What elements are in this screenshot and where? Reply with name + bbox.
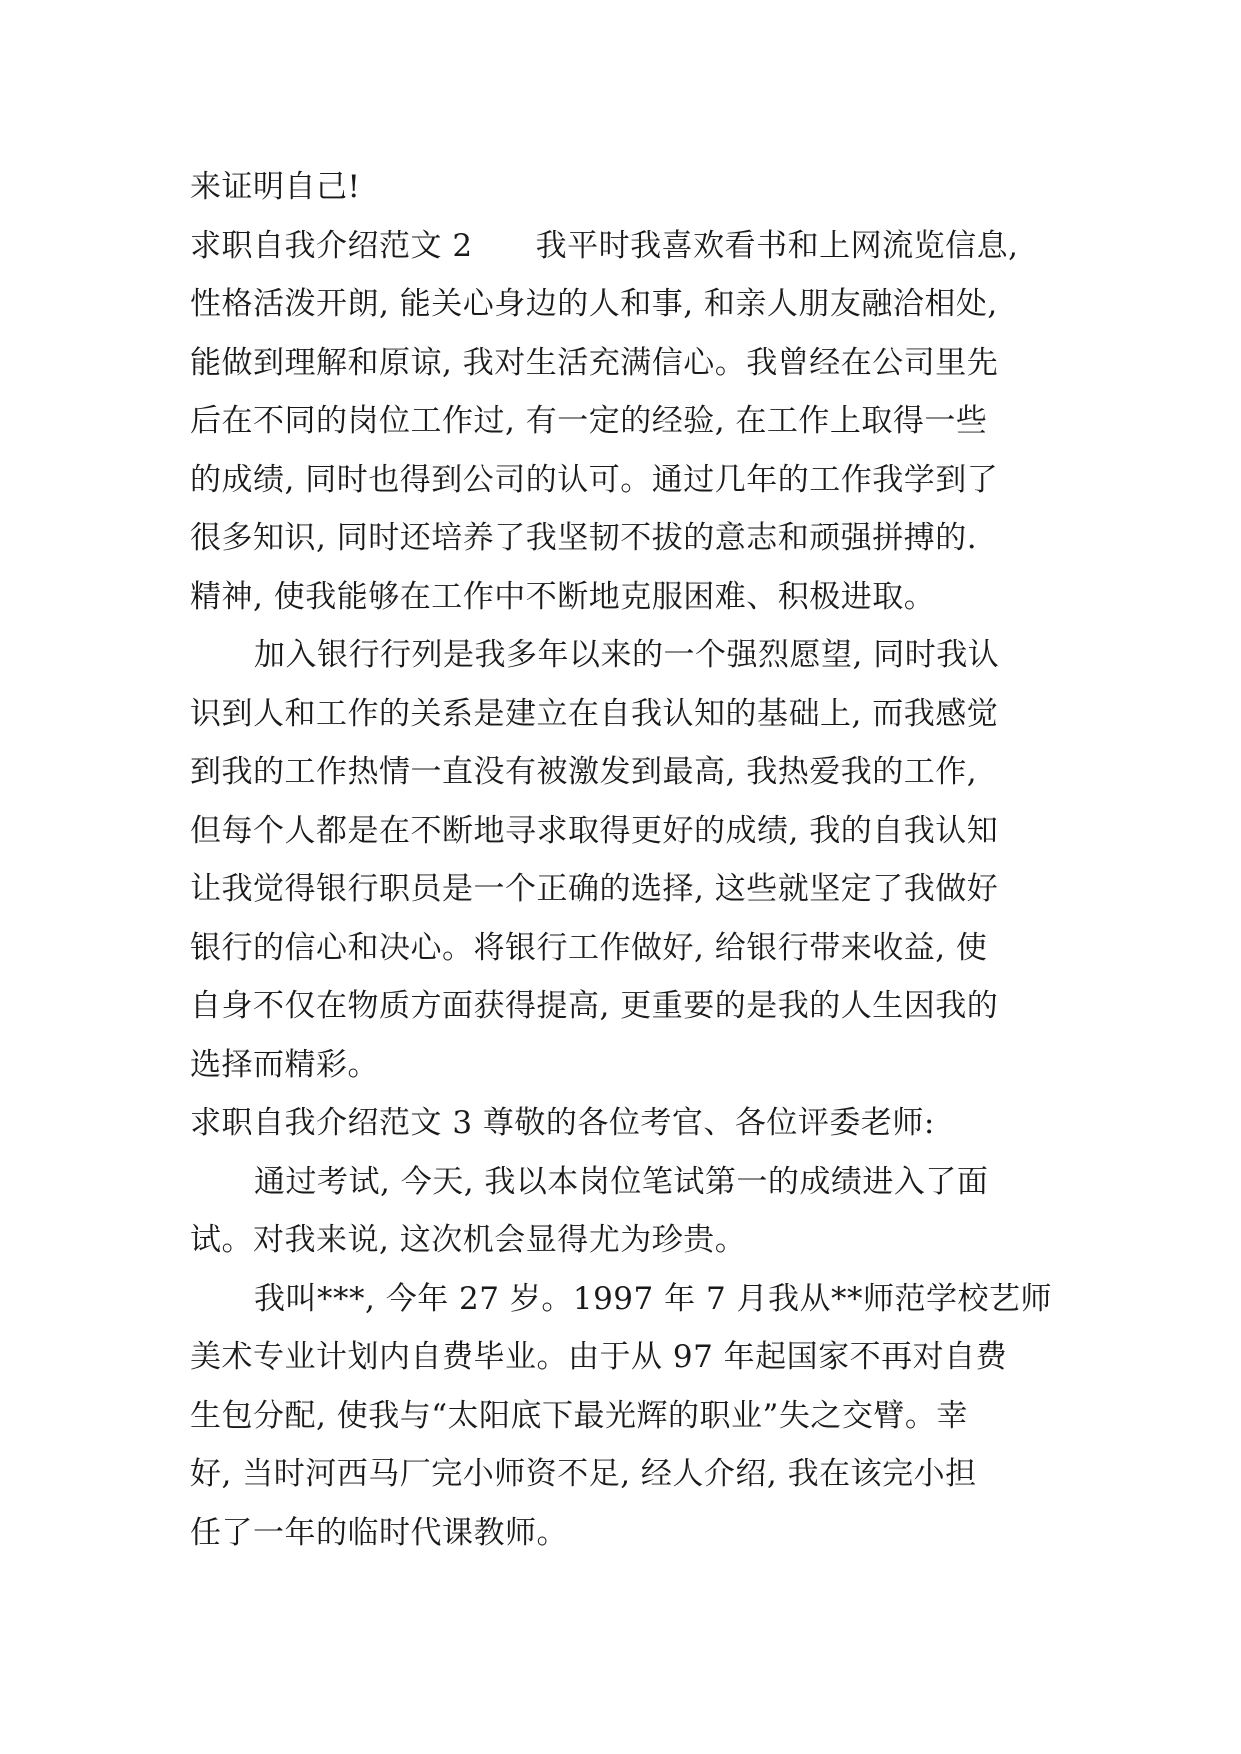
text-line: 到我的工作热情一直没有被激发到最高, 我热爱我的工作, — [190, 754, 978, 790]
text-line: 生包分配, 使我与“太阳底下最光辉的职业”失之交臂。幸 — [190, 1397, 968, 1434]
text-line: 试。对我来说, 这次机会显得尤为珍贵。 — [190, 1222, 747, 1258]
text-line: 美术专业计划内自费毕业。由于从 97 年起国家不再对自费 — [190, 1339, 1008, 1375]
text-line: 银行的信心和决心。将银行工作做好, 给银行带来收益, 使 — [190, 929, 988, 966]
text-line: 求职自我介绍范文 2 我平时我喜欢看书和上网流览信息, — [190, 227, 1019, 264]
text-line: 识到人和工作的关系是建立在自我认知的基础上, 而我感觉 — [190, 695, 999, 732]
text-line: 让我觉得银行职员是一个正确的选择, 这些就坚定了我做好 — [190, 871, 999, 907]
text-line: 求职自我介绍范文 3 尊敬的各位考官、各位评委老师: — [190, 1105, 935, 1141]
document-body — [190, 158, 1070, 1562]
text-line: 好, 当时河西马厂完小师资不足, 经人介绍, 我在该完小担 — [190, 1456, 977, 1492]
text-line: 我叫***, 今年 27 岁。1997 年 7 月我从**师范学校艺师 — [254, 1280, 1053, 1317]
text-line: 加入银行行列是我多年以来的一个强烈愿望, 同时我认 — [254, 637, 1000, 673]
text-line: 精神, 使我能够在工作中不断地克服困难、积极进取。 — [190, 578, 936, 615]
text-line: 通过考试, 今天, 我以本岗位笔试第一的成绩进入了面 — [254, 1163, 989, 1200]
text-line: 任了一年的临时代课教师。 — [190, 1514, 568, 1551]
text-line: 来证明自己! — [190, 169, 361, 205]
text-line: 很多知识, 同时还培养了我坚韧不拔的意志和顽强拼搏的. — [190, 520, 978, 556]
text-line: 性格活泼开朗, 能关心身边的人和事, 和亲人朋友融洽相处, — [190, 286, 998, 322]
text-line: 能做到理解和原谅, 我对生活充满信心。我曾经在公司里先 — [190, 344, 999, 381]
text-line: 后在不同的岗位工作过, 有一定的经验, 在工作上取得一些 — [190, 403, 988, 439]
text-line: 选择而精彩。 — [190, 1046, 379, 1083]
text-line: 但每个人都是在不断地寻求取得更好的成绩, 我的自我认知 — [190, 812, 999, 849]
text-line: 自身不仅在物质方面获得提高, 更重要的是我的人生因我的 — [190, 988, 999, 1024]
text-line: 的成绩, 同时也得到公司的认可。通过几年的工作我学到了 — [190, 461, 999, 498]
